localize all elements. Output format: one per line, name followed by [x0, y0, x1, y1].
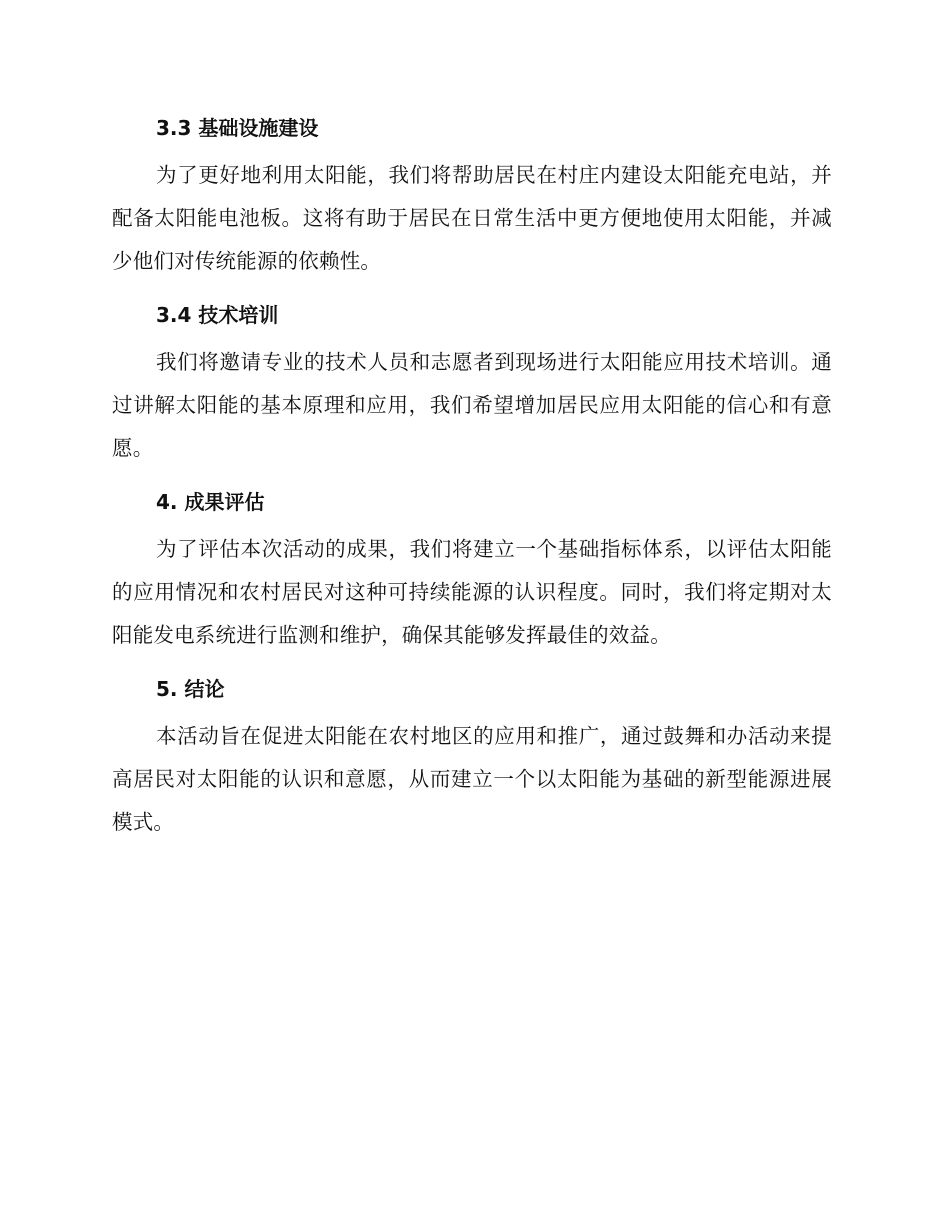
section-heading-3-4: 3.4 技术培训	[156, 303, 279, 327]
section-paragraph-3-4: 我们将邀请专业的技术人员和志愿者到现场进行太阳能应用技术培训。通过讲解太阳能的基本原理和应用，我们希望增加居民应用太阳能的信心和有意愿。	[112, 350, 832, 460]
section-paragraph-3-3: 为了更好地利用太阳能，我们将帮助居民在村庄内建设太阳能充电站，并配备太阳能电池板。这将有助于居民在日常生活中更方便地使用太阳能，并减少他们对传统能源的依赖性。	[112, 163, 832, 273]
section-heading-4: 4. 成果评估	[156, 490, 265, 514]
section-heading-3-3: 3.3 基础设施建设	[156, 116, 319, 140]
document-body	[112, 108, 832, 856]
section-paragraph-4: 为了评估本次活动的成果，我们将建立一个基础指标体系，以评估太阳能的应用情况和农村居民对这种可持续能源的认识程度。同时，我们将定期对太阳能发电系统进行监测和维护，确保其能够发挥最佳的效益。	[112, 537, 832, 647]
section-heading-5: 5. 结论	[156, 677, 225, 701]
section-paragraph-5: 本活动旨在促进太阳能在农村地区的应用和推广，通过鼓舞和办活动来提高居民对太阳能的认识和意愿，从而建立一个以太阳能为基础的新型能源进展模式。	[112, 724, 832, 834]
